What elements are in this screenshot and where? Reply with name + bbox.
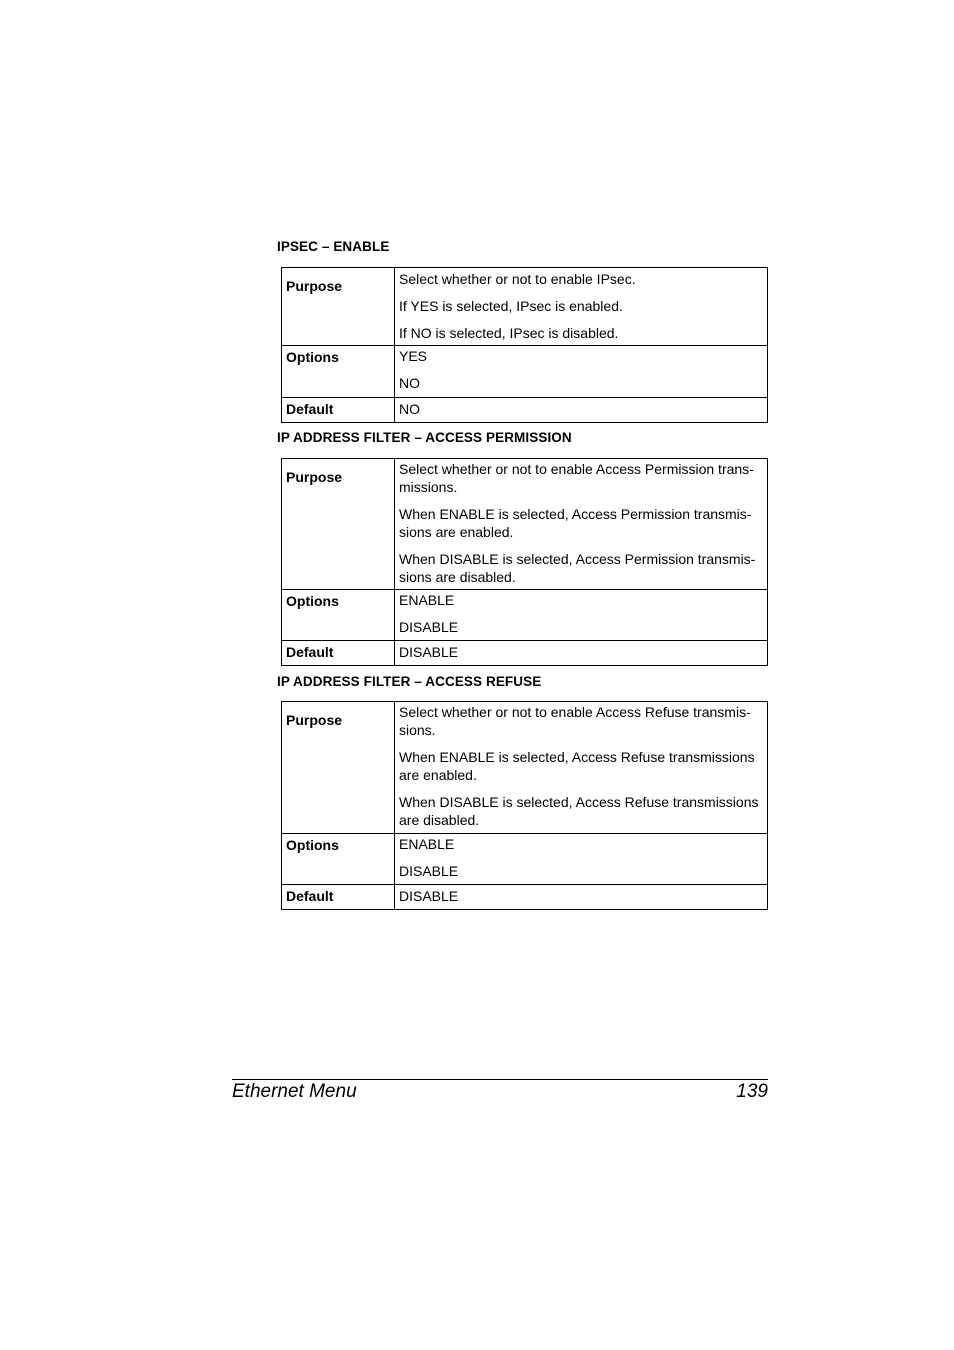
purpose-row (282, 459, 768, 590)
purpose-text: When DISABLE is selected, Access Permission transmis-sions are disabled. (399, 551, 756, 585)
purpose-row (282, 702, 768, 834)
options-label: Options (282, 834, 395, 885)
purpose-label: Purpose (282, 459, 395, 590)
options-row (282, 834, 768, 885)
option-item: DISABLE (399, 619, 459, 635)
footer-divider (232, 1079, 768, 1080)
purpose-text: When ENABLE is selected, Access Refuse transmissions are enabled. (399, 749, 755, 783)
default-value (395, 641, 768, 666)
option-item: ENABLE (399, 836, 455, 852)
page-number: 139 (736, 1081, 768, 1102)
ipsec-enable-table (281, 267, 768, 423)
default-value (395, 885, 768, 910)
option-item: DISABLE (399, 863, 459, 879)
footer-title: Ethernet Menu (232, 1081, 357, 1102)
options-value (395, 346, 768, 398)
default-label: Default (282, 641, 395, 666)
default-row (282, 398, 768, 423)
purpose-row (282, 268, 768, 346)
purpose-value (395, 459, 768, 590)
options-row (282, 590, 768, 641)
option-item: YES (399, 348, 428, 364)
purpose-text: Select whether or not to enable Access Permission trans-missions. (399, 461, 754, 495)
section-heading-access-refuse: IP ADDRESS FILTER – ACCESS REFUSE (277, 674, 542, 689)
access-permission-table (281, 458, 768, 666)
option-item: NO (399, 375, 420, 391)
purpose-text: When ENABLE is selected, Access Permission transmis-sions are enabled. (399, 506, 752, 540)
purpose-text: Select whether or not to enable IPsec. (399, 271, 636, 287)
section-heading-ipsec-enable: IPSEC – ENABLE (277, 239, 390, 254)
options-row (282, 346, 768, 398)
purpose-value (395, 268, 768, 346)
option-item: ENABLE (399, 592, 455, 608)
default-row (282, 641, 768, 666)
default-text: NO (399, 401, 420, 417)
default-label: Default (282, 885, 395, 910)
purpose-text: Select whether or not to enable Access Refuse transmis-sions. (399, 704, 751, 738)
default-label: Default (282, 398, 395, 423)
purpose-text: If YES is selected, IPsec is enabled. (399, 298, 623, 314)
access-refuse-table (281, 701, 768, 910)
default-text: DISABLE (399, 644, 459, 660)
options-value (395, 590, 768, 641)
section-heading-access-permission: IP ADDRESS FILTER – ACCESS PERMISSION (277, 430, 572, 445)
purpose-text: When DISABLE is selected, Access Refuse transmissions are disabled. (399, 794, 759, 828)
purpose-label: Purpose (282, 268, 395, 346)
purpose-text: If NO is selected, IPsec is disabled. (399, 325, 619, 341)
options-label: Options (282, 590, 395, 641)
purpose-label: Purpose (282, 702, 395, 834)
purpose-value (395, 702, 768, 834)
default-text: DISABLE (399, 888, 459, 904)
options-value (395, 834, 768, 885)
default-value (395, 398, 768, 423)
default-row (282, 885, 768, 910)
options-label: Options (282, 346, 395, 398)
